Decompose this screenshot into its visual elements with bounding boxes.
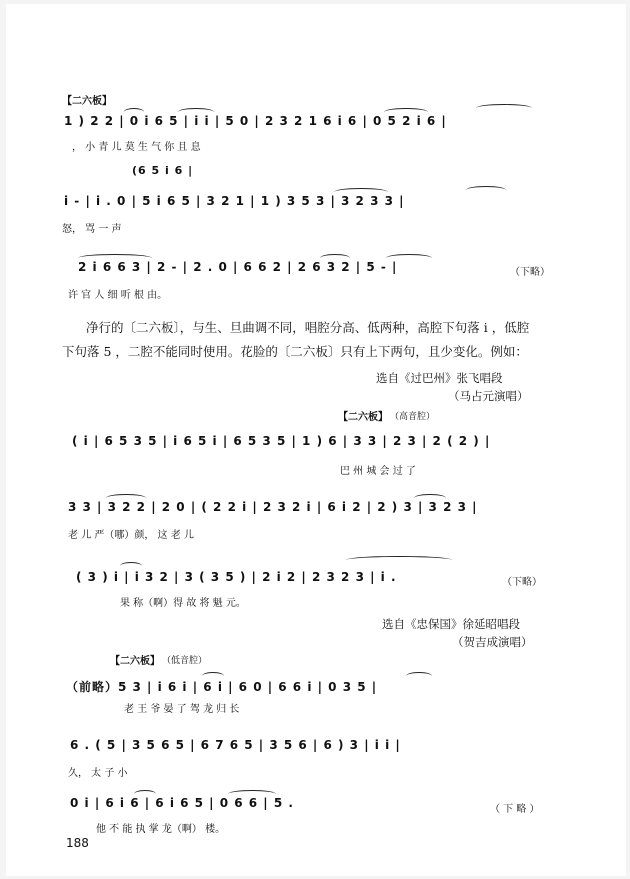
lyrics-row-2: 怒， 骂 一 声 <box>62 224 122 235</box>
lyrics-row-8: 久， 太 子 小 <box>68 768 128 779</box>
page-number: 188 <box>66 836 89 850</box>
end-note-1: （下略） <box>510 267 550 278</box>
slur <box>78 254 152 262</box>
source1-performer: （马占元演唱） <box>448 389 529 403</box>
section3-tag: 【二六板】 <box>110 656 160 667</box>
slur <box>414 494 446 502</box>
slur <box>466 186 506 194</box>
slur <box>346 556 452 564</box>
notation-row-2: i - | i . 0 | 5 i 6 5 | 3 2 1 | 1 ) 3 5 3 | 3 2 3 3 | <box>64 194 405 208</box>
slur <box>178 108 214 116</box>
slur <box>228 790 276 798</box>
notation-row-6: ( 3 ) i | i 3 2 | 3 ( 3 5 ) | 2 i 2 | 2 3 2 3 | i . <box>76 570 397 584</box>
end-note-2: （下略） <box>502 577 542 588</box>
source2-performer: （贺吉成演唱） <box>452 635 533 649</box>
prose-line-2: 下句落 5 ，二腔不能同时使用。花脸的〔二六板〕只有上下两句，且少变化。例如： <box>62 344 528 359</box>
slur <box>120 562 142 570</box>
lyrics-row-3: 许 官 人 细 听 根 由。 <box>68 290 168 301</box>
notation-row-8: 6 . ( 5 | 3 5 6 5 | 6 7 6 5 | 3 5 6 | 6 ) 3 | i i | <box>70 738 401 752</box>
section3-tag-note: （低音腔） <box>162 656 208 666</box>
slur <box>334 188 388 196</box>
source1-title: 选自《过巴州》张飞唱段 <box>376 371 503 385</box>
notation-row-7: （前略）5 3 | i 6 i | 6 i | 6 0 | 6 6 i | 0 3 5 | <box>66 680 378 694</box>
slur <box>320 254 350 262</box>
lyrics-row-6: 果 称（啊）得 故 将 魁 元。 <box>120 598 246 609</box>
prose-line-1: 净行的〔二六板〕，与生、旦曲调不同，唱腔分高、低两种，高腔下句落 i ，低腔 <box>86 320 530 335</box>
section2-tag-note: （高音腔） <box>390 412 436 422</box>
notation-row-4: ( i | 6 5 3 5 | i 6 5 i | 6 5 3 5 | 1 ) 6 | 3 3 | 2 3 | 2 ( 2 ) | <box>72 434 491 448</box>
notation-row-5: 3 3 | 3 2 2 | 2 0 | ( 2 2 i | 2 3 2 i | 6 i 2 | 2 ) 3 | 3 2 3 | <box>68 500 478 514</box>
source2-title: 选自《忠保国》徐延昭唱段 <box>382 617 520 631</box>
lyrics-row-1: ， 小 青 儿 莫 生 气 你 且 息 <box>72 142 201 153</box>
slur <box>384 108 428 116</box>
lyrics-row-4: 巴 州 城 会 过 了 <box>340 466 416 477</box>
notation-row-9: 0 i | 6 i 6 | 6 i 6 5 | 0 6 6 | 5 . <box>70 796 294 810</box>
slur <box>386 254 432 262</box>
lyrics-row-7: 老 王 爷 晏 了 驾 龙 归 长 <box>124 704 240 715</box>
slur <box>476 104 532 112</box>
section1-tag: 【二六板】 <box>62 96 112 107</box>
slur <box>202 672 224 680</box>
score-page <box>6 4 626 876</box>
section2-tag: 【二六板】 <box>338 412 388 423</box>
lyrics-row-5: 老 儿 严（哪）颜， 这 老 儿 <box>68 530 194 541</box>
slur <box>124 108 144 116</box>
slur <box>106 494 146 502</box>
slur <box>406 672 432 680</box>
slur <box>134 790 156 798</box>
notation-row-2-prefix: (6 5 i 6 | <box>132 164 194 177</box>
notation-row-1: 1 ) 2 2 | 0 i 6 5 | i i | 5 0 | 2 3 2 1 6 i 6 | 0 5 2 i 6 | <box>64 114 447 128</box>
end-note-3: （ 下 略 ） <box>490 804 540 815</box>
notation-row-3: 2 i 6 6 3 | 2 - | 2 . 0 | 6 6 2 | 2 6 3 2 | 5 - | <box>78 260 398 274</box>
lyrics-row-9: 他 不 能 执 掌 龙（啊） 楼。 <box>96 824 226 835</box>
